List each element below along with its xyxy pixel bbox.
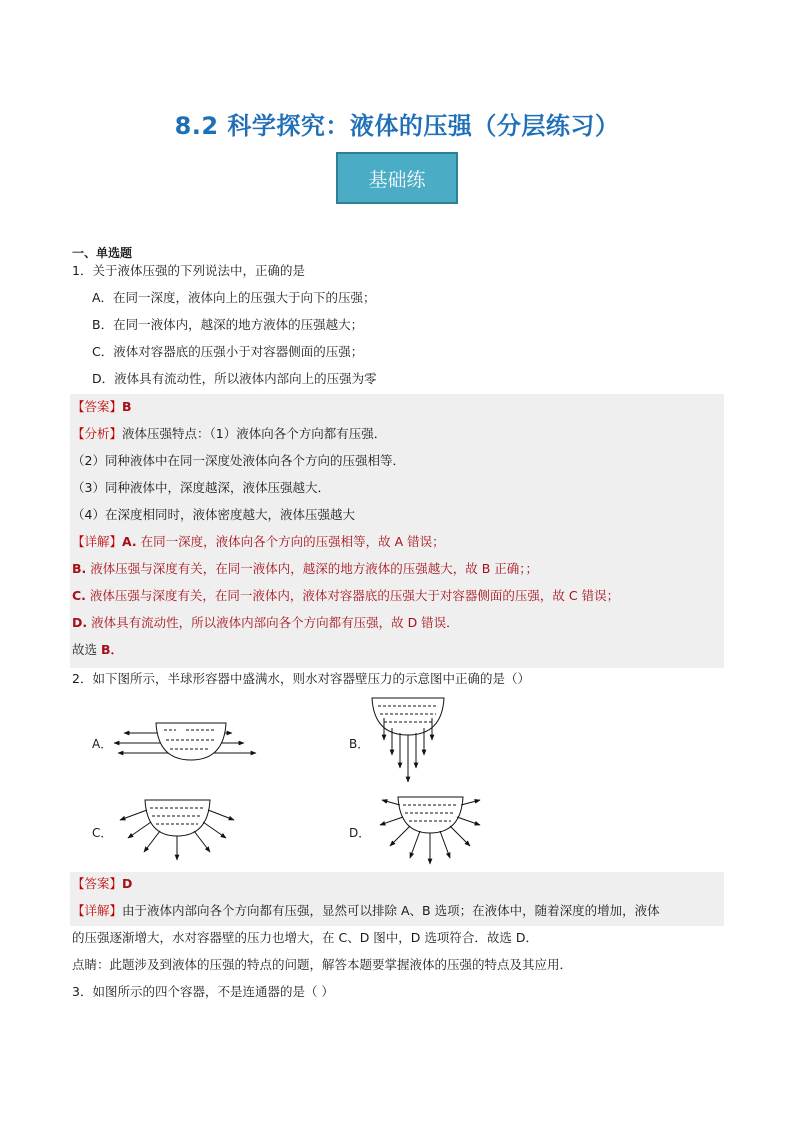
detail-tag: 【详解】 — [72, 903, 123, 918]
detail-text: 液体压强与深度有关，在同一液体内，越深的地方液体的压强越大，故 B 正确；； — [86, 561, 539, 576]
page-title: 8.2 科学探究：液体的压强（分层练习） — [174, 112, 620, 140]
q2-answer-line — [72, 875, 132, 893]
figure-d-hemisphere-container — [380, 797, 480, 864]
detail-text: 液体压强与深度有关，在同一液体内，液体对容器底的压强大于对容器侧面的压强，故 C 错误； — [85, 588, 620, 603]
answer-tag: 【答案】 — [72, 876, 123, 891]
analysis-tag: 【分析】 — [72, 426, 123, 441]
figure-a-hemisphere-container — [114, 723, 256, 760]
q2-option-d-label: D． — [349, 826, 371, 840]
figure-c-hemisphere-container — [120, 800, 234, 860]
section-heading: 一、单选题 — [72, 246, 133, 260]
q2-option-a-label: A． — [92, 737, 113, 751]
detail-tag: 【详解】 — [72, 534, 123, 549]
detail-lead: C. — [72, 588, 86, 603]
q2-stem: 2．如下图所示，半球形容器中盛满水，则水对容器壁压力的示意图中正确的是（） — [72, 671, 530, 686]
answer-value: B — [122, 399, 132, 414]
q1-option-b: B．在同一液体内，越深的地方液体的压强越大； — [92, 317, 364, 332]
q2-option-c-label: C． — [92, 826, 113, 840]
detail-lead: A. — [122, 534, 137, 549]
detail-lead: D. — [72, 615, 88, 630]
detail-text: 由于液体内部向各个方向都有压强，显然可以排除 A、B 选项；在液体中，随着深度的增加，液体 — [122, 903, 660, 918]
q2-tip-line: 点睛：此题涉及到液体的压强的特点的问题，解答本题要掌握液体的压强的特点及其应用． — [72, 957, 573, 972]
answer-tag: 【答案】 — [72, 399, 123, 414]
q1-option-d: D．液体具有流动性，所以液体内部向上的压强为零 — [92, 371, 377, 386]
detail-lead: B. — [72, 561, 87, 576]
conclusion-prefix: 故选 — [72, 642, 101, 657]
conclusion-value: B． — [100, 642, 124, 657]
q1-option-a: A．在同一深度，液体向上的压强大于向下的压强； — [92, 290, 376, 305]
q2-option-b-label: B． — [349, 737, 370, 751]
q2-detail-line-2: 的压强逐渐增大，水对容器壁的压力也增大，在 C、D 图中，D 选项符合．故选 D． — [72, 930, 538, 945]
q1-analysis-line-2: （2）同种液体中在同一深度处液体向各个方向的压强相等． — [72, 453, 405, 468]
answer-value: D — [122, 876, 133, 891]
detail-text: 液体具有流动性，所以液体内部向各个方向都有压强，故 D 错误． — [87, 615, 459, 630]
detail-text: 在同一深度，液体向各个方向的压强相等，故 A 错误； — [136, 534, 445, 549]
q1-option-c: C．液体对容器底的压强小于对容器侧面的压强； — [92, 344, 364, 359]
q3-stem: 3．如图所示的四个容器，不是连通器的是（ ） — [72, 984, 334, 999]
q1-stem: 1．关于液体压强的下列说法中，正确的是 — [72, 263, 305, 278]
level-badge: 基础练 — [336, 152, 458, 204]
q1-analysis-line-3: （3）同种液体中，深度越深，液体压强越大． — [72, 480, 330, 495]
figure-b-hemisphere-container — [372, 698, 444, 782]
analysis-text: 液体压强特点：（1）液体向各个方向都有压强． — [122, 426, 387, 441]
q2-detail-line-1 — [72, 902, 660, 920]
q1-analysis-line-4: （4）在深度相同时，液体密度越大，液体压强越大 — [72, 507, 355, 522]
